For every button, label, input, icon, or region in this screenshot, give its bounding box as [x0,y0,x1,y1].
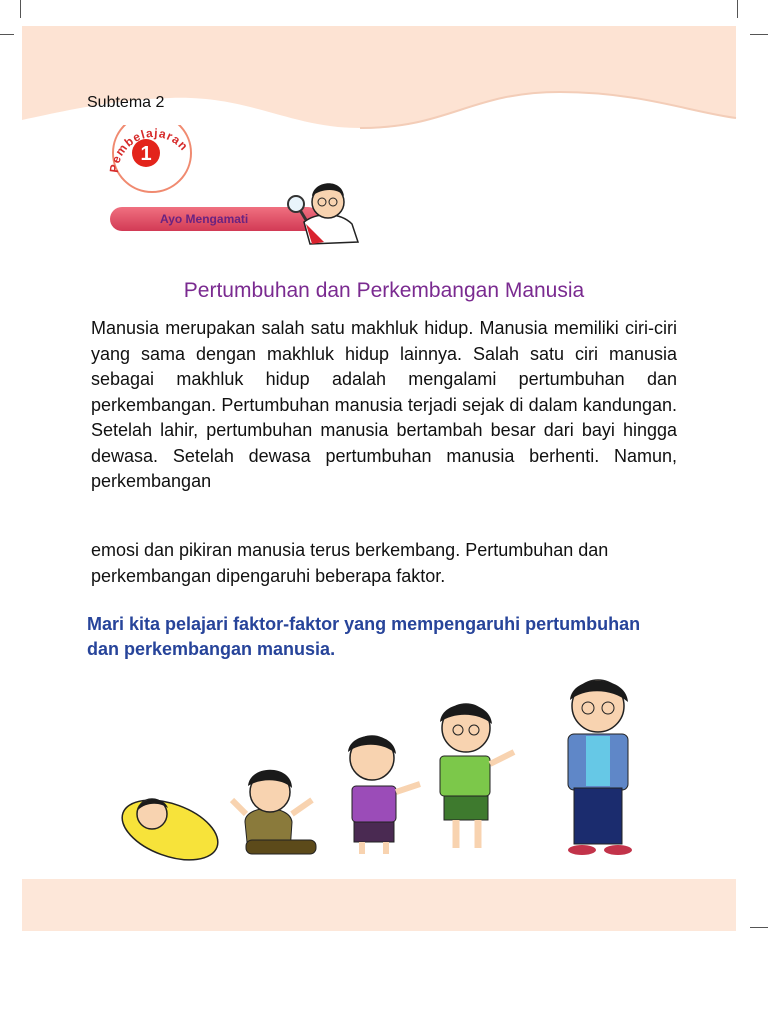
section-ribbon-label: Ayo Mengamati [160,212,249,226]
badge-number: 1 [140,143,152,165]
preteen-figure [440,704,514,848]
callout-text: Mari kita pelajari faktor-faktor yang mempengaruhi pertumbuhan dan perkembangan manusia. [87,614,641,659]
crop-mark [750,927,768,928]
subtema-label: Subtema 2 [87,94,165,111]
pembelajaran-badge [106,125,202,197]
teen-figure [568,680,632,855]
baby-figure [114,788,226,864]
growth-stages-illustration [20,672,748,864]
boy-with-magnifier-illustration [282,172,366,256]
body-paragraph: Manusia merupakan salah satu makhluk hidup. Manusia memiliki ciri-ciri yang sama dengan makhluk hidup lainnya. Salah satu ciri manusia sebagai makhluk hidup adalah mengalami pertumbuhan dan perkembangan. Pertumbuhan manusia terjadi sejak di dalam kandungan. Setelah lahir, pertumbuhan manusia bertambah besar dari bayi hingga dewasa. Setelah dewasa pertumbuhan manusia berhenti. Namun, perkembangan [91,318,677,491]
child-figure [348,736,420,854]
body-paragraph: emosi dan pikiran manusia terus berkembang. Pertumbuhan dan perkembangan dipengaruhi beberapa faktor. [91,540,609,586]
badge-label: Pembelajaran [106,125,192,174]
page-title: Pertumbuhan dan Perkembangan Manusia [183,279,585,302]
toddler-figure [232,770,316,854]
footer-band [22,879,736,931]
